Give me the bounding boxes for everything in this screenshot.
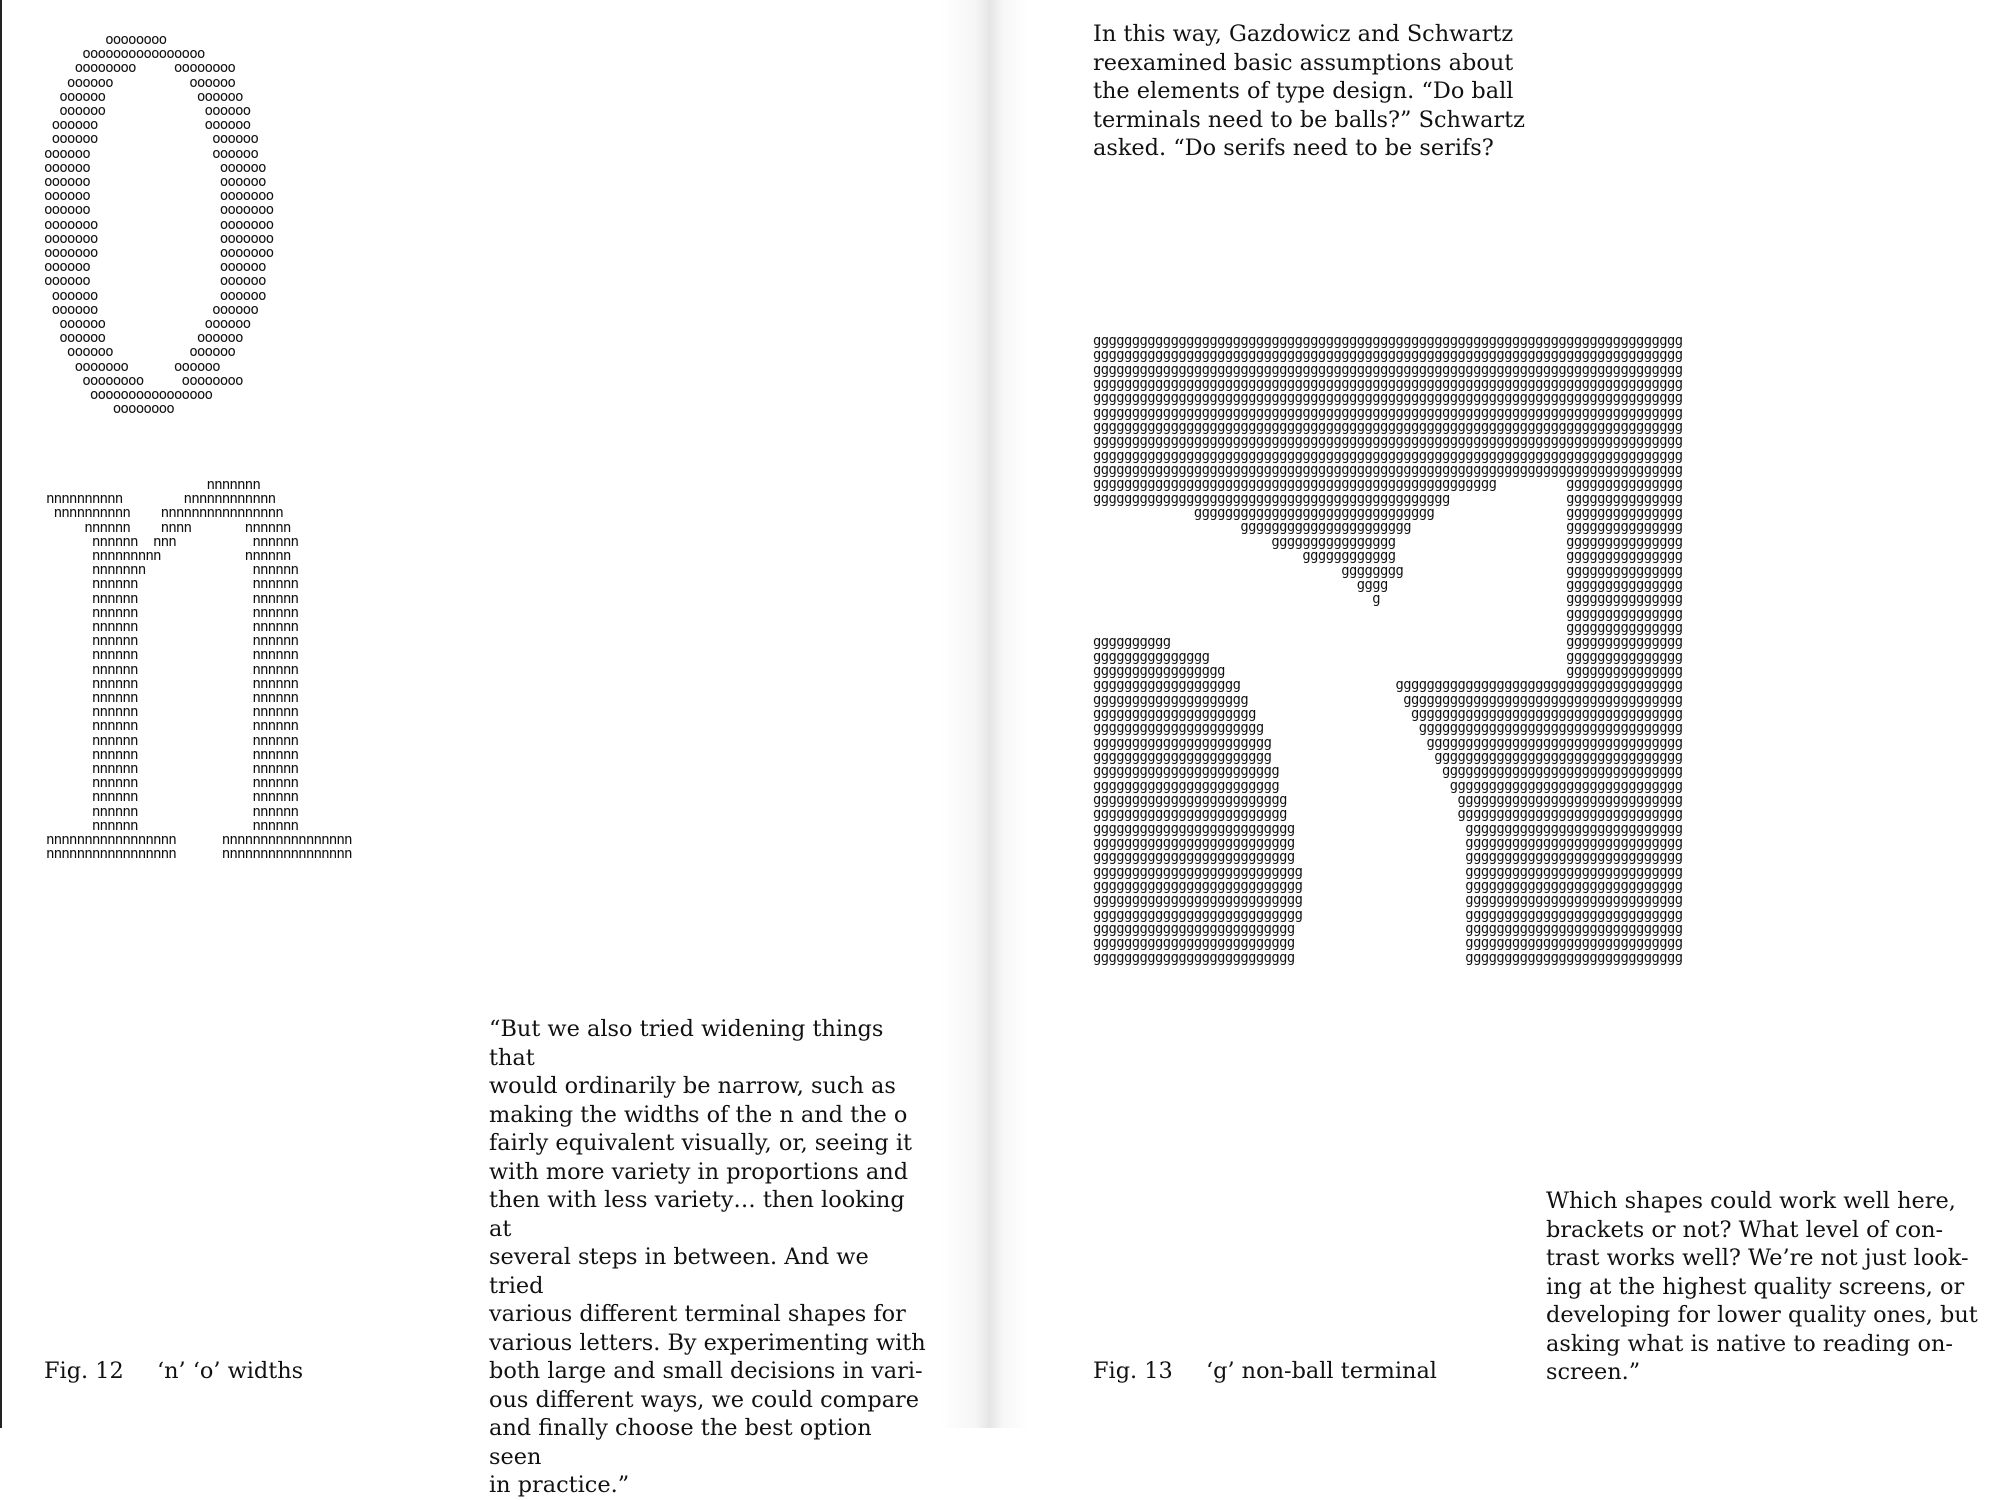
quote-line: fairly equivalent visually, or, seeing it <box>489 1130 912 1156</box>
quote-line: ous different ways, we could compare <box>489 1386 920 1413</box>
quote-line: then with less variety… then looking at <box>489 1187 905 1242</box>
right-page <box>985 0 2012 1428</box>
figure-12-o-letter-art: oooooooo oooooooooooooooo oooooooo oooooooo oooooo oooooo oooooo oooooo oooooo oooooo oooooo oooooo oooooo oooooo oooooo oooooo oooooo oooooo oooooo oooooo oooooo ooooooo oooooo ooooooo ooooooo ooooooo ooooooo ooooooo ooooooo ooooooo oooooo oooooo oooooo oooooo oooooo oooooo oooooo oooooo oooooo oooooo oooooo oooooo oooooo oooooo ooooooo oooooo oooooooo oooooooo oooooooooooooooo oooooooo <box>44 32 274 418</box>
quote-line: several steps in between. And we tried <box>489 1244 869 1299</box>
quote-line: in practice.” <box>489 1472 630 1498</box>
quote-line: with more variety in proportions and <box>489 1158 909 1185</box>
figure-12-number: Fig. 12 <box>44 1358 124 1384</box>
figure-12-n-letter-art: nnnnnnn nnnnnnnnnn nnnnnnnnnnnn nnnnnnnnnn nnnnnnnnnnnnnnnn nnnnnn nnnn nnnnnn nnnnnn nnn nnnnnn nnnnnnnnn nnnnnn nnnnnnn nnnnnn nnnnnn nnnnnn nnnnnn nnnnnn nnnnnn nnnnnn nnnnnn nnnnnn nnnnnn nnnnnn nnnnnn nnnnnn nnnnnn nnnnnn nnnnnn nnnnnn nnnnnn nnnnnn nnnnnn nnnnnn nnnnnn nnnnnn nnnnnn nnnnnn nnnnnn nnnnnn nnnnnn nnnnnn nnnnnn nnnnnn nnnnnn nnnnnn nnnnnn nnnnnn nnnnnn nnnnnn nnnnnnnnnnnnnnnnn nnnnnnnnnnnnnnnnn nnnnnnnnnnnnnnnnn nnnnnnnnnnnnnnnnn <box>46 477 352 863</box>
quote-line: would ordinarily be narrow, such as <box>489 1073 896 1099</box>
figure-13-caption: ‘g’ non-ball terminal <box>1206 1358 1437 1384</box>
quote-paragraph-right: Which shapes could work well here, brackets or not? What level of con- trast works well? We’re not just look- ing at the highest quality screens, or developing for lower quality ones, but asking what is native to reading on- screen.” <box>1546 1188 1978 1385</box>
quote-line: making the widths of the n and the o <box>489 1101 908 1128</box>
quote-line: “But we also tried widening things that <box>489 1016 884 1071</box>
figure-13-number: Fig. 13 <box>1093 1358 1173 1384</box>
quote-line: various letters. By experimenting with <box>489 1329 926 1356</box>
intro-paragraph-right: In this way, Gazdowicz and Schwartz reexamined basic assumptions about the elements of type design. “Do ball terminals need to be balls?” Schwartz asked. “Do serifs need to be serifs? <box>1093 21 1525 161</box>
quote-line: various different terminal shapes for <box>489 1301 906 1327</box>
quote-line: and finally choose the best option seen <box>489 1415 872 1470</box>
figure-12-caption: ‘n’ ‘o’ widths <box>157 1358 304 1384</box>
quote-line: both large and small decisions in vari- <box>489 1358 923 1384</box>
left-page <box>0 0 985 1498</box>
quote-paragraph-left <box>489 1015 929 1500</box>
figure-13-g-terminal-art: gggggggggggggggggggggggggggggggggggggggggggggggggggggggggggggggggggggggggggg gggggggggggggggggggggggggggggggggggggggggggggggggggggggggggggggggggggggggggg gggggggggggggggggggggggggggggggggggggggggggggggggggggggggggggggggggggggggggg gggggggggggggggggggggggggggggggggggggggggggggggggggggggggggggggggggggggggggg gggggggggggggggggggggggggggggggggggggggggggggggggggggggggggggggggggggggggggg gggggggggggggggggggggggggggggggggggggggggggggggggggggggggggggggggggggggggggg gggggggggggggggggggggggggggggggggggggggggggggggggggggggggggggggggggggggggggg gggggggggggggggggggggggggggggggggggggggggggggggggggggggggggggggggggggggggggg gggggggggggggggggggggggggggggggggggggggggggggggggggggggggggggggggggggggggggg gggggggggggggggggggggggggggggggggggggggggggggggggggggggggggggggggggggggggggg gggggggggggggggggggggggggggggggggggggggggggggggggggg ggggggggggggggg gggggggggggggggggggggggggggggggggggggggggggggg ggggggggggggggg ggggggggggggggggggggggggggggggg ggggggggggggggg gggggggggggggggggggggg ggggggggggggggg gggggggggggggggg ggggggggggggggg gggggggggggg ggggggggggggggg gggggggg ggggggggggggggg gggg ggggggggggggggg g ggggggggggggggg ggggggggggggggg ggggggggggggggg gggggggggg ggggggggggggggg ggggggggggggggg ggggggggggggggg ggggggggggggggggg ggggggggggggggg ggggggggggggggggggg ggggggggggggggggggggggggggggggggggggg gggggggggggggggggggg gggggggggggggggggggggggggggggggggggg ggggggggggggggggggggg ggggggggggggggggggggggggggggggggggg gggggggggggggggggggggg gggggggggggggggggggggggggggggggggg ggggggggggggggggggggggg ggggggggggggggggggggggggggggggggg ggggggggggggggggggggggg gggggggggggggggggggggggggggggggg gggggggggggggggggggggggg ggggggggggggggggggggggggggggggg gggggggggggggggggggggggg gggggggggggggggggggggggggggggg ggggggggggggggggggggggggg ggggggggggggggggggggggggggggg ggggggggggggggggggggggggg ggggggggggggggggggggggggggggg gggggggggggggggggggggggggg gggggggggggggggggggggggggggg gggggggggggggggggggggggggg gggggggggggggggggggggggggggg gggggggggggggggggggggggggg gggggggggggggggggggggggggggg ggggggggggggggggggggggggggg gggggggggggggggggggggggggggg ggggggggggggggggggggggggggg gggggggggggggggggggggggggggg ggggggggggggggggggggggggggg gggggggggggggggggggggggggggg ggggggggggggggggggggggggggg gggggggggggggggggggggggggggg gggggggggggggggggggggggggg gggggggggggggggggggggggggggg gggggggggggggggggggggggggg gggggggggggggggggggggggggggg gggggggggggggggggggggggggg gggggggggggggggggggggggggggg <box>1093 333 1683 966</box>
